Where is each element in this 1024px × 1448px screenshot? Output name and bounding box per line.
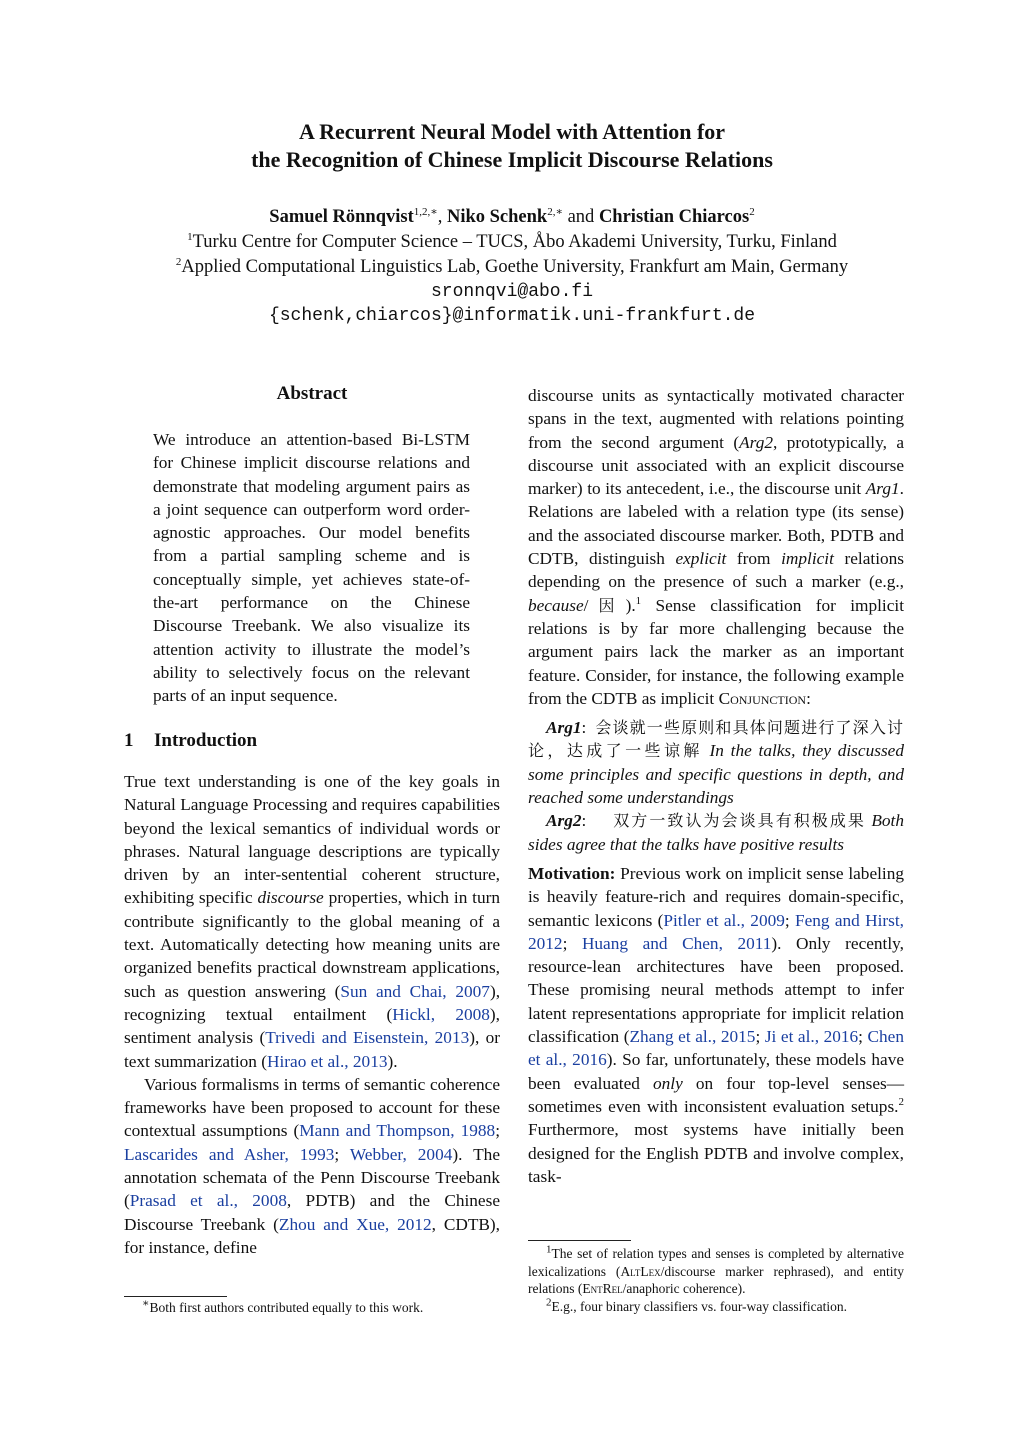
intro-paragraph-2: Various formalisms in terms of semantic coherence frameworks have been proposed to account for these contextual assumptions (Mann and Thompson, 1988; Lascarides and Asher, 1993; Webber, 2004). The annotation schemata of the Penn Discourse Treebank (Prasad et al., 2008, PDTB) and the Chinese Discourse Treebank (Zhou and Xue, 2012, CDTB), for instance, define (124, 1074, 500, 1257)
citation-link[interactable]: Hickl, 2008 (392, 1004, 490, 1024)
author-ronnqvist-affil: 1,2,∗ (413, 205, 438, 218)
affiliation-1-marker: 1 (187, 230, 193, 243)
footnote-rule (528, 1240, 631, 1241)
author-separator: , (437, 207, 447, 227)
author-ronnqvist: Samuel Rönnqvist (269, 207, 414, 227)
citation-link[interactable]: Trivedi and Eisenstein, 2013 (265, 1028, 470, 1048)
introduction-body (124, 770, 500, 1259)
intro-paragraph-1: True text understanding is one of the key goals in Natural Language Processing and requires capabilities beyond the lexical semantics of individual words or phrases. Natural language descriptions are typically driven by an inter-sentential coherent structure, exhibiting specific discourse properties, which in turn contribute significantly to the global meaning of a text. Automatically detecting how meaning units are organized benefits practical downstream applications, such as question answering (Sun and Chai, 2007), recognizing textual entailment (Hickl, 2008), sentiment analysis (Trivedi and Eisenstein, 2013), or text summarization (Hirao et al., 2013). (124, 772, 501, 1071)
footnote-equal-contribution: ∗Both first authors contributed equally to this work. (142, 1297, 424, 1315)
abstract-text: We introduce an attention-based Bi-LSTM for Chinese implicit discourse relations and demonstrate that modeling argument pairs as a joint sequence can outperform word order-agnostic approaches. Our model benefits from a partial sampling scheme and is conceptually simple, yet achieves state-of-the-art performance on the Chinese Discourse Treebank. We also visualize its attention activity to illustrate the model’s ability to selectively focus on the relevant parts of an input sequence. (153, 430, 470, 706)
affiliation-2 (0, 255, 1024, 280)
author-chiarcos: Christian Chiarcos (598, 207, 750, 227)
footnote-marker[interactable]: 2 (898, 1096, 904, 1109)
citation-link[interactable]: Zhang et al., 2015 (629, 1027, 756, 1047)
footnote-1: $^1$The set of relation types and senses is completed by alternative lexicalizations (AltLex/discourse marker rephrased), and entity relations (EntRel/anaphoric coherence). (528, 1243, 905, 1296)
citation-link[interactable]: Ji et al., 2016 (764, 1027, 859, 1047)
section-title: Introduction (154, 730, 258, 751)
motivation-paragraph: Motivation: Previous work on implicit sense labeling is heavily feature-rich and requires domain-specific, semantic lexicons (Pitler et al., 2009; Feng and Hirst, 2012; Huang and Chen, 2011). Only recently, resource-lean architectures have been proposed. These promising neural methods attempt to infer latent representations appropriate for implicit relation classification (Zhang et al., 2015; Ji et al., 2016; Chen et al., 2016). So far, unfortunately, these models have been evaluated only on four top-level senses—sometimes even with inconsistent evaluation setups.$^2$ Furthermore, most systems have initially been designed for the English PDTB and involve complex, task- (528, 863, 904, 1186)
email-2[interactable]: {schenk,chiarcos}@informatik.uni-frankfurt.de (268, 306, 756, 326)
author-schenk: Niko Schenk (446, 207, 548, 227)
affiliation-2-text: Applied Computational Linguistics Lab, Goethe University, Frankfurt am Main, Germany (181, 257, 849, 277)
citation-link[interactable]: Lascarides and Asher, 1993 (124, 1144, 335, 1164)
paper-title-line-2: the Recognition of Chinese Implicit Discourse Relations (251, 147, 773, 172)
example-arg2: Arg2: 双方一致认为会谈具有积极成果 Both sides agree that the talks have positive results (528, 811, 904, 854)
abstract-heading: Abstract (276, 383, 348, 404)
footnote-2: $^2$E.g., four binary classifiers vs. four-way classification. (546, 1296, 848, 1314)
paper-title-line-1: A Recurrent Neural Model with Attention for (298, 119, 726, 144)
footnote-marker[interactable]: 1 (635, 594, 642, 607)
citation-link[interactable]: Prasad et al., 2008 (129, 1191, 287, 1211)
citation-link[interactable]: Sun and Chai, 2007 (340, 981, 490, 1001)
affiliation-1 (0, 230, 1024, 255)
author-list (0, 205, 1024, 230)
citation-link[interactable]: Webber, 2004 (349, 1144, 453, 1164)
citation-link[interactable]: Feng and Hirst, 2012 (528, 910, 904, 953)
email-1[interactable]: sronnqvi@abo.fi (430, 282, 594, 302)
footnote-rule (124, 1296, 227, 1297)
right-column-body (528, 384, 904, 1188)
right-paragraph-1: discourse units as syntactically motivated character spans in the text, augmented with relations pointing from the second argument (Arg2, prototypically, a discourse unit associated with an explicit discourse marker) to its antecedent, i.e., the discourse unit Arg1. Relations are labeled with a relation type (its sense) and the associated discourse marker. Both, PDTB and CDTB, distinguish explicit from implicit relations depending on the presence of such a marker (e.g., because/因).$^1$ Sense classification for implicit relations is by far more challenging because the argument pairs lack the marker as an important feature. Consider, for instance, the following example from the CDTB as implicit Conjunction: (528, 386, 905, 708)
citation-link[interactable]: Huang and Chen, 2011 (581, 933, 772, 953)
citation-link[interactable]: Chen et al., 2016 (528, 1027, 904, 1070)
affiliation-2-marker: 2 (175, 255, 182, 268)
section-heading-introduction (124, 730, 257, 752)
section-number: 1 (124, 730, 134, 751)
author-schenk-affil: 2,∗ (547, 205, 563, 218)
affiliation-1-text: Turku Centre for Computer Science – TUCS, Åbo Akademi University, Turku, Finland (192, 232, 837, 252)
citation-link[interactable]: Hirao et al., 2013 (267, 1051, 388, 1071)
author-chiarcos-affil: 2 (749, 205, 755, 218)
citation-link[interactable]: Pitler et al., 2009 (663, 910, 785, 930)
example-arg1: Arg1: 会谈就一些原则和具体问题进行了深入讨论，达成了一些谅解 In the talks, they discussed some principles and specific questions in depth, and reached some understandings (528, 718, 904, 808)
abstract-body (153, 428, 470, 708)
author-and: and (562, 207, 599, 227)
citation-link[interactable]: Zhou and Xue, 2012 (278, 1214, 432, 1234)
citation-link[interactable]: Mann and Thompson, 1988 (299, 1121, 496, 1141)
